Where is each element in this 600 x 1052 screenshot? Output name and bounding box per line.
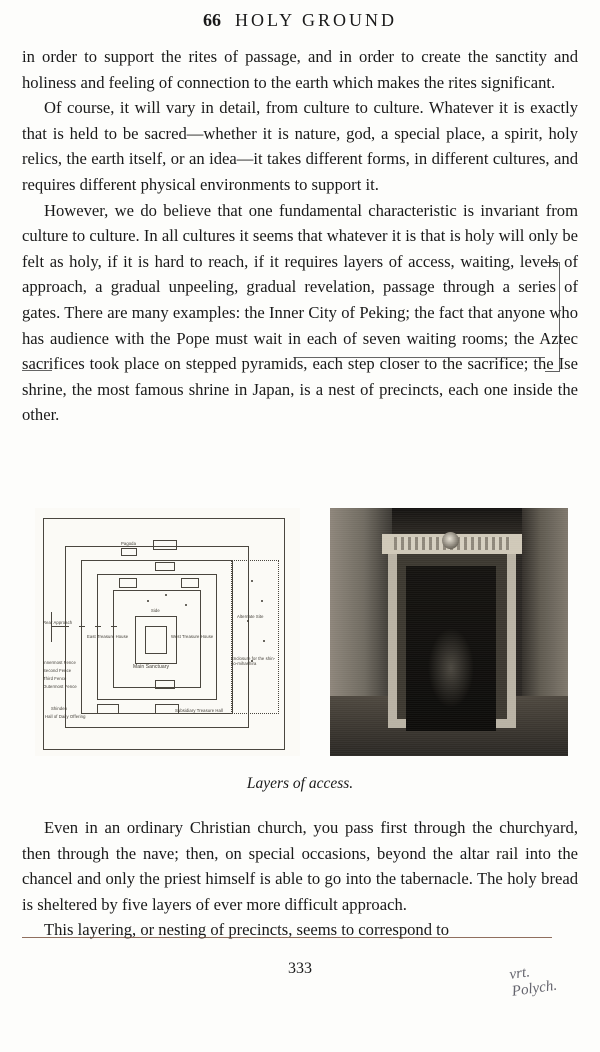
underline-annotation-2 (22, 370, 52, 371)
underline-annotation-1 (295, 357, 545, 358)
margin-note-line-2: Polych. (510, 977, 559, 1000)
plan-label-side: Side (151, 608, 160, 613)
plan-label-outermost-fence: Outermost Fence (43, 684, 77, 689)
figure-caption: Layers of access. (246, 775, 354, 792)
plan-label-rear-approach: Rear Approach (43, 620, 73, 625)
plan-label-east-treasure-house: East Treasure House (87, 634, 129, 639)
paragraph-3: However, we do believe that one fundamental characteristic is invariant from culture to culture. In all cultures it seems that whatever it is that is holy will only be felt as holy, if it is hard to reach, if it requires layers of access, waiting, levels of approach, a gradual unpeeling, gradual revelation, passage through a series of gates. There are many examples: the Inner City of Peking; the fact that anyone who has audience with the Pope must wait in each of seven waiting rooms; the Aztec sacrifices took place on stepped pyramids, each step closer to the sacrifice; the Ise shrine, the most famous shrine in Japan, is a nest of precincts, each one inside the other. (22, 200, 578, 425)
plan-label-enclosure: Enclosure for the shin-no-mihashira (231, 656, 276, 666)
plan-label-shinden: Shinden (51, 706, 68, 711)
plan-label-second-fence: Second Fence (43, 668, 72, 673)
plan-label-subsidiary-treasure-hall: Subsidiary Treasure Hall (175, 708, 224, 713)
body-text-top (22, 44, 578, 428)
folio-number: 333 (288, 960, 312, 977)
plan-label-main-sanctuary: Main Sanctuary (133, 664, 170, 670)
handwritten-margin-note (509, 957, 586, 1021)
plan-label-innermost-fence: Innermost Fence (43, 660, 76, 665)
body-text-bottom (22, 815, 578, 943)
horizontal-rule-annotation (22, 937, 552, 938)
plan-label-hall-of-daily-offering: Hall of Daily Offering (45, 714, 86, 719)
plan-label-third-fence: Third Fence (43, 676, 67, 681)
paragraph-4: Even in an ordinary Christian church, you pass first through the churchyard, then through the nave; then, on special occasions, beyond the altar rail into the chancel and only the priest himself is able to go into the tabernacle. The holy bread is sheltered by five layers of ever more difficult approach. (22, 818, 578, 914)
ise-shrine-plan-drawing (35, 508, 300, 756)
paragraph-1: in order to support the rites of passage, and in order to create the sanctity and holiness and feeling of connection to the earth which makes the rites significant. (22, 47, 578, 92)
header-running-title: HOLY GROUND (234, 10, 398, 30)
margin-bracket-annotation (545, 262, 560, 372)
paragraph-2: Of course, it will vary in detail, from culture to culture. Whatever it is exactly that is held to be sacred—whether it is nature, god, a special place, a spirit, holy relics, the earth itself, or an idea—it takes different forms, in different cultures, and requires different physical environments to support it. (22, 98, 578, 194)
figure-layers-of-access (30, 508, 570, 758)
plan-label-west-treasure-house: West Treasure House (171, 634, 214, 639)
margin-note-line-1: vrt. (508, 964, 531, 983)
page-header (0, 10, 600, 31)
paragraph-5: This layering, or nesting of precincts, seems to correspond to (44, 920, 450, 940)
photo-medallion (442, 532, 459, 549)
plan-label-alternate-site: Alternate Site (237, 614, 264, 619)
plan-label-pagoda: Pagoda (121, 541, 137, 546)
shrine-gateway-photograph (330, 508, 568, 756)
header-page-number: 66 (202, 10, 221, 30)
photo-inner-light (428, 628, 474, 708)
